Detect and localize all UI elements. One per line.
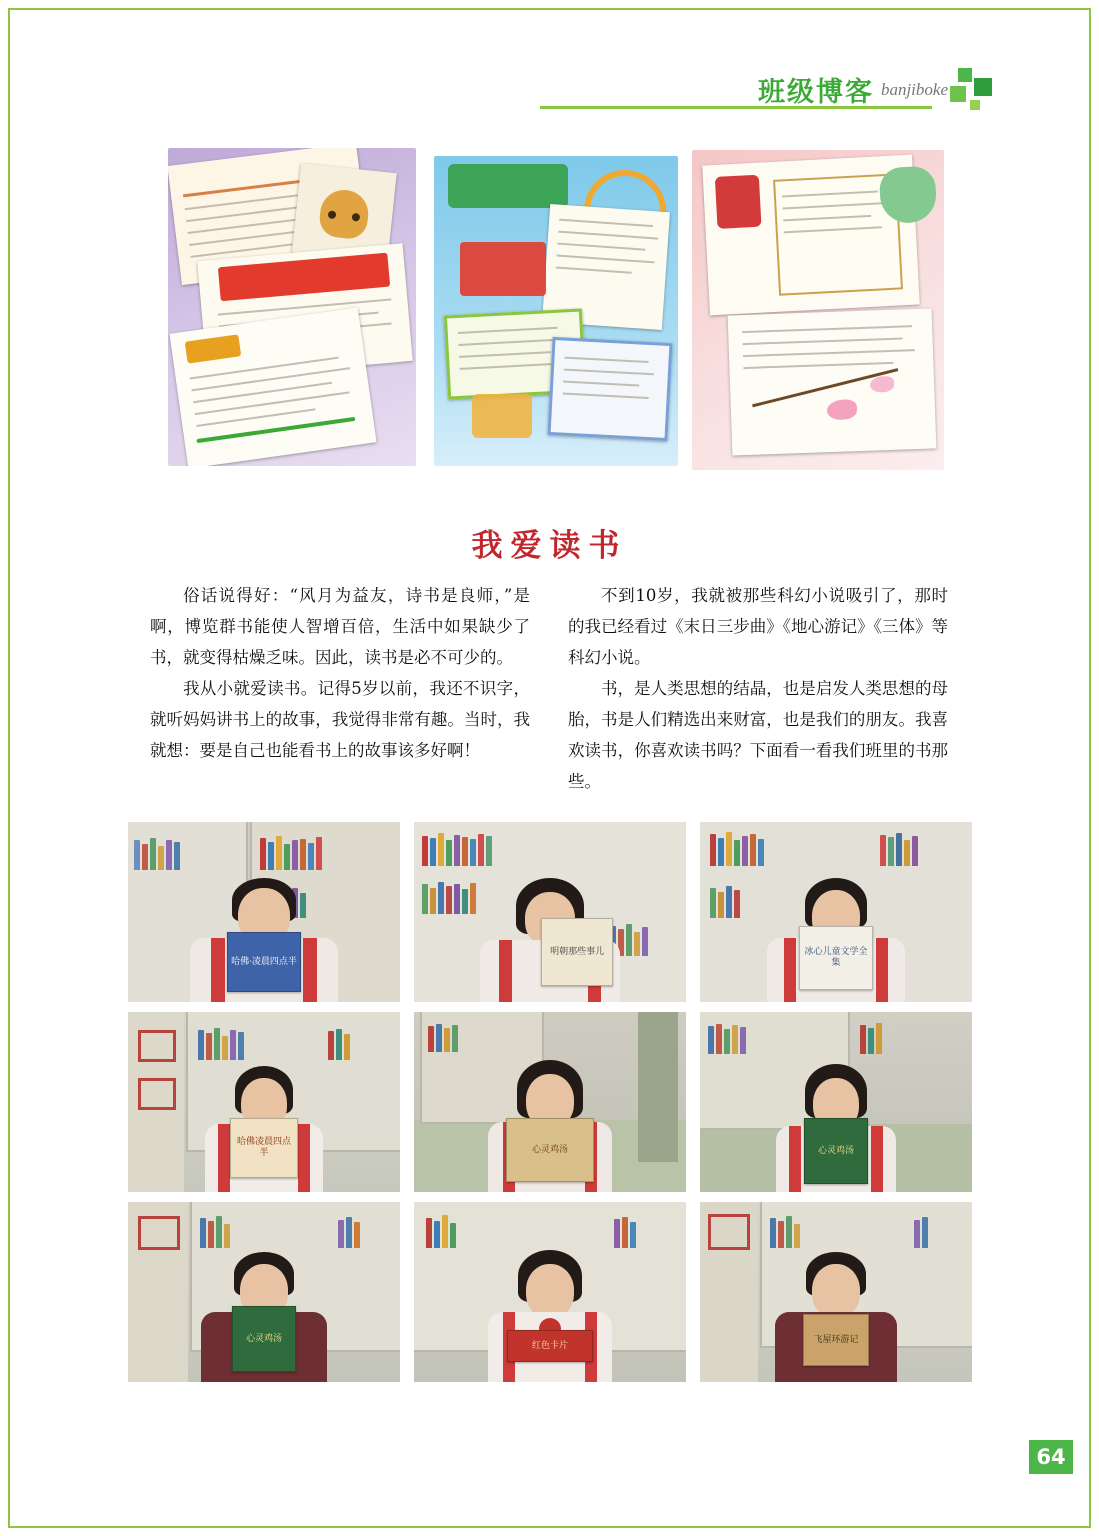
article-column-right: [568, 580, 948, 797]
poster-photo-1: [168, 148, 416, 466]
held-book: 哈佛凌晨四点半: [230, 1118, 298, 1178]
held-book: 飞屋环游记: [803, 1314, 869, 1366]
header-title: 班级博客: [758, 77, 874, 108]
student-photo: [128, 1012, 400, 1192]
paragraph: 不到10岁，我就被那些科幻小说吸引了，那时的我已经看过《末日三步曲》《地心游记》《三体》等科幻小说。: [568, 586, 948, 667]
student-photo: [700, 822, 972, 1002]
paragraph: 书，是人类思想的结晶，也是启发人类思想的母胎，书是人们精选出来财富，也是我们的朋友。我喜欢读书，你喜欢读书吗？下面看一看我们班里的书那些。: [568, 679, 948, 791]
held-book: 心灵鸡汤: [804, 1118, 868, 1184]
header-decoration-blocks: [944, 68, 992, 116]
page-header: [540, 68, 970, 116]
student-photo: [414, 1012, 686, 1192]
article-column-left: [150, 580, 530, 797]
held-book: 哈佛·凌晨四点半: [227, 932, 301, 992]
held-book: 心灵鸡汤: [232, 1306, 296, 1372]
paragraph: 我从小就爱读书。记得5岁以前，我还不识字，就听妈妈讲书上的故事，我觉得非常有趣。当时，我就想：要是自己也能看书上的故事该多好啊！: [150, 679, 530, 760]
poster-photo-2: [434, 156, 678, 466]
poster-photo-row: [150, 138, 950, 478]
header-subtitle: banjiboke: [880, 80, 948, 99]
student-photo: [414, 822, 686, 1002]
student-photo-grid: [128, 822, 972, 1382]
article-title: 我爱读书: [471, 528, 628, 564]
article-body: [150, 580, 950, 797]
student-photo: [414, 1202, 686, 1382]
student-photo: [700, 1012, 972, 1192]
paragraph: 俗话说得好：“风月为益友，诗书是良师，”是啊，博览群书能使人智增百倍，生活中如果缺少了书，就变得枯燥乏味。因此，读书是必不可少的。: [150, 586, 530, 667]
student-photo: [128, 1202, 400, 1382]
held-book: 心灵鸡汤: [506, 1118, 594, 1182]
held-book: 红色卡片: [507, 1330, 593, 1362]
student-photo: [128, 822, 400, 1002]
poster-photo-3: [692, 150, 944, 470]
held-book: 冰心儿童文学全集: [799, 926, 873, 990]
held-book: 明朝那些事儿: [541, 918, 613, 986]
page-number: 64: [1029, 1440, 1073, 1474]
student-photo: [700, 1202, 972, 1382]
